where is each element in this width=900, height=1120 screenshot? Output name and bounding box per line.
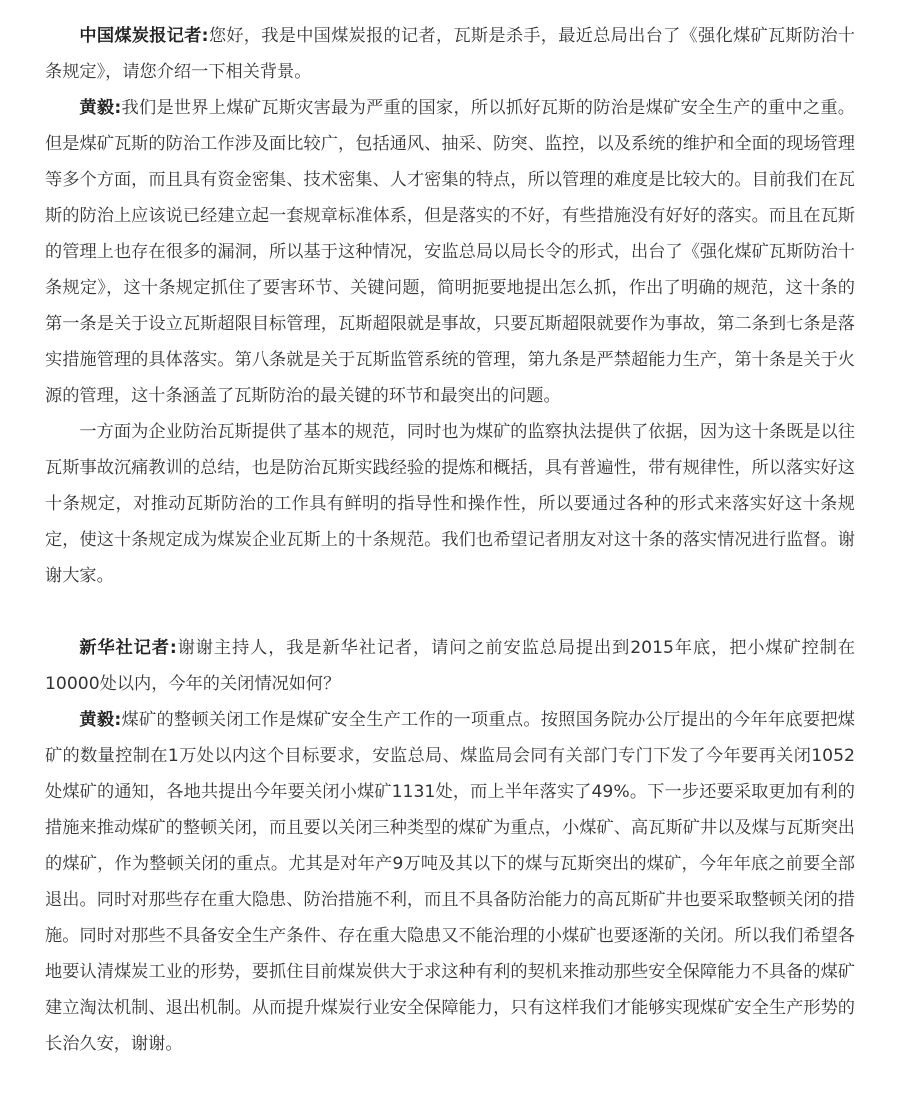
paragraph-text: 我们是世界上煤矿瓦斯灾害最为严重的国家，所以抓好瓦斯的防治是煤矿安全生产的重中之重。但是煤矿瓦斯的防治工作涉及面比较广，包括通风、抽采、防突、监控，以及系统的维护和全面的现场管理等多个方面，而且具有资金密集、技术密集、人才密集的特点，所以管理的难度是比较大的。目前我们在瓦斯的防治上应该说已经建立起一套规章标准体系，但是落实的不好，有些措施没有好好的落实。而且在瓦斯的管理上也存在很多的漏洞，所以基于这种情况，安监总局以局长令的形式，出台了《强化煤矿瓦斯防治十条规定》，这十条规定抓住了要害环节、关键问题，简明扼要地提出怎么抓，作出了明确的规范，这十条的第一条是关于设立瓦斯超限目标管理，瓦斯超限就是事故，只要瓦斯超限就要作为事故，第二条到七条是落实措施管理的具体落实。第八条就是关于瓦斯监管系统的管理，第九条是严禁超能力生产，第十条是关于火源的管理，这十条涵盖了瓦斯防治的最关键的环节和最突出的问题。 <box>45 98 855 406</box>
paragraph-text: 谢谢主持人，我是新华社记者，请问之前安监总局提出到2015年底，把小煤矿控制在10000处以内，今年的关闭情况如何？ <box>45 638 856 694</box>
paragraph-text: 一方面为企业防治瓦斯提供了基本的规范，同时也为煤矿的监察执法提供了依据，因为这十条既是以往瓦斯事故沉痛教训的总结，也是防治瓦斯实践经验的提炼和概括，具有普遍性，带有规律性，所以落实好这十条规定，对推动瓦斯防治的工作具有鲜明的指导性和操作性，所以要通过各种的形式来落实好这十条规定，使这十条规定成为煤炭企业瓦斯上的十条规范。我们也希望记者朋友对这十条的落实情况进行监督。谢谢大家。 <box>45 422 855 586</box>
paragraph-question-2 <box>45 630 855 702</box>
paragraph-question-1 <box>45 18 855 90</box>
paragraph-answer-1-continued <box>45 414 855 594</box>
paragraph-text: 您好，我是中国煤炭报的记者，瓦斯是杀手，最近总局出台了《强化煤矿瓦斯防治十条规定》，请您介绍一下相关背景。 <box>45 26 855 82</box>
paragraph-text: 煤矿的整顿关闭工作是煤矿安全生产工作的一项重点。按照国务院办公厅提出的今年年底要把煤矿的数量控制在1万处以内这个目标要求，安监总局、煤监局会同有关部门专门下发了今年要再关闭1052处煤矿的通知，各地共提出今年要关闭小煤矿1131处，而上半年落实了49%。下一步还要采取更加有利的措施来推动煤矿的整顿关闭，而且要以关闭三种类型的煤矿为重点，小煤矿、高瓦斯矿井以及煤与瓦斯突出的煤矿，作为整顿关闭的重点。尤其是对年产9万吨及其以下的煤与瓦斯突出的煤矿，今年年底之前要全部退出。同时对那些存在重大隐患、防治措施不利，而且不具备防治能力的高瓦斯矿井也要采取整顿关闭的措施。同时对那些不具备安全生产条件、存在重大隐患又不能治理的小煤矿也要逐渐的关闭。所以我们希望各地要认清煤炭工业的形势，要抓住目前煤炭供大于求这种有利的契机来推动那些安全保障能力不具备的煤矿建立淘汰机制、退出机制。从而提升煤炭行业安全保障能力，只有这样我们才能够实现煤矿安全生产形势的长治久安，谢谢。 <box>45 710 855 1054</box>
speaker-label: 中国煤炭报记者: <box>79 26 209 46</box>
paragraph-answer-1 <box>45 90 855 414</box>
paragraph-spacer <box>45 594 855 630</box>
speaker-label: 黄毅: <box>79 98 122 118</box>
speaker-label: 新华社记者: <box>79 638 177 658</box>
paragraph-answer-2 <box>45 702 855 1062</box>
speaker-label: 黄毅: <box>79 710 122 730</box>
